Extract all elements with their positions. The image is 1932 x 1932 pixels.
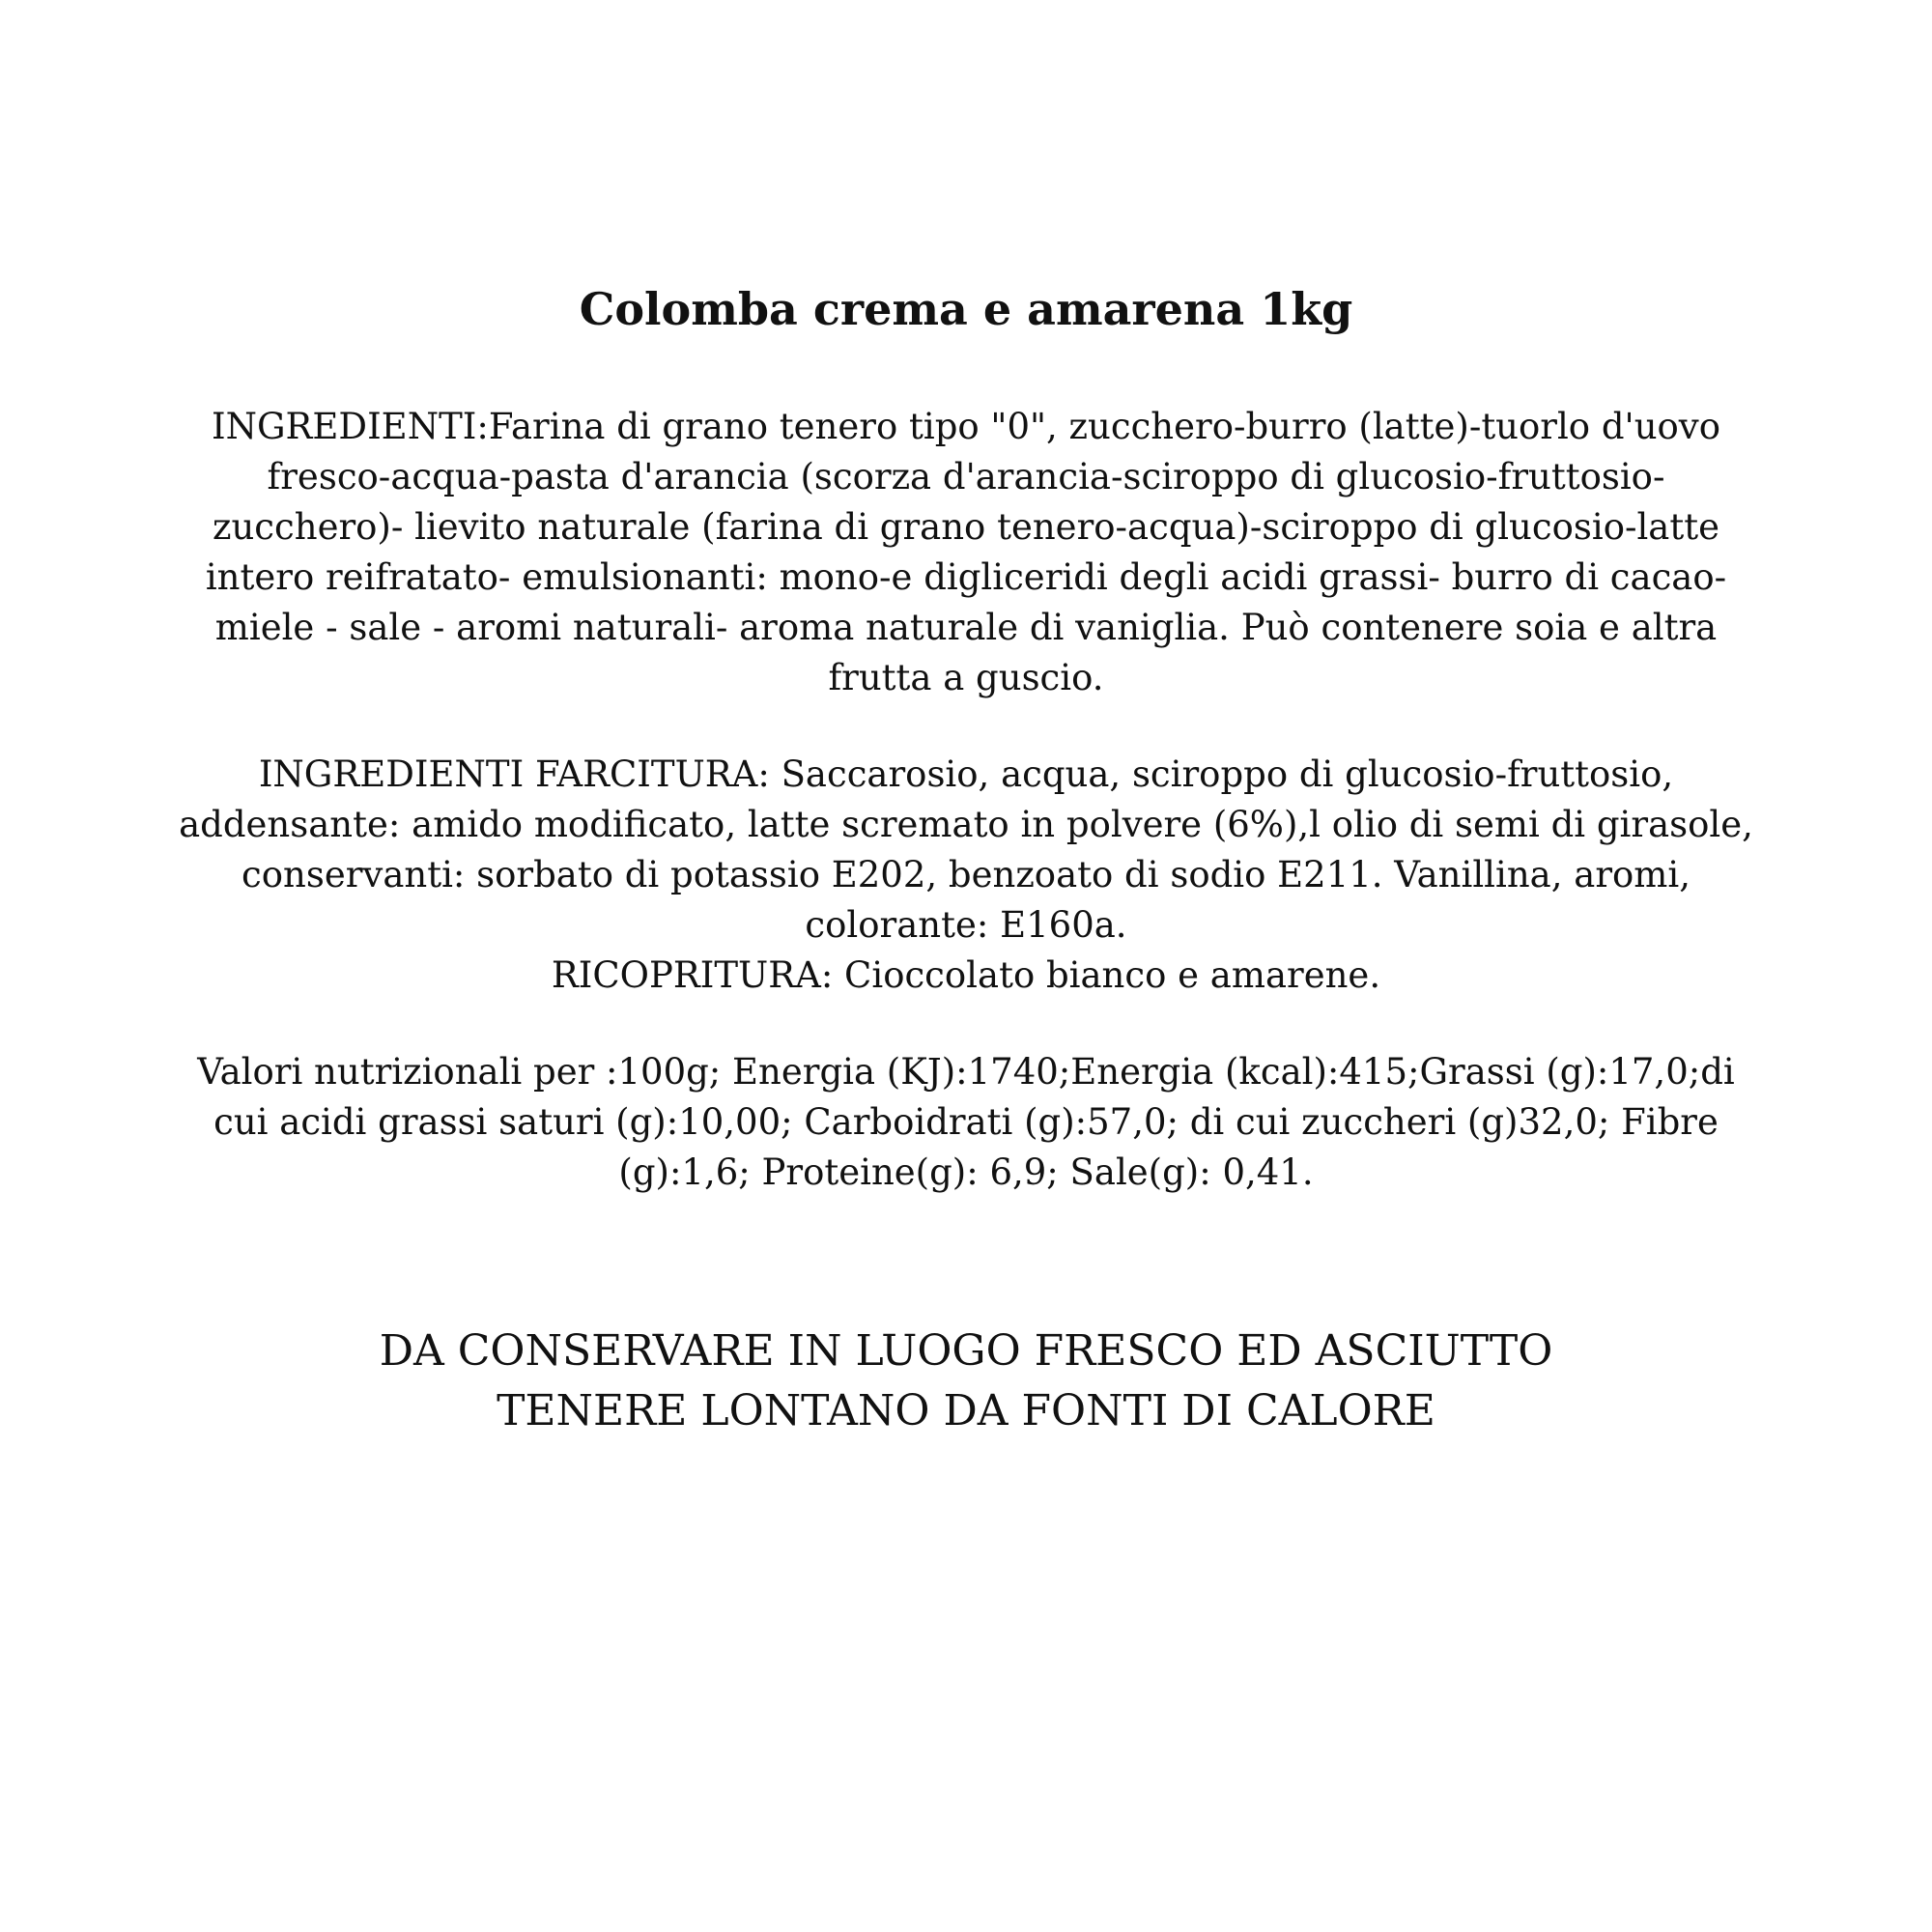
storage-line-2: TENERE LONTANO DA FONTI DI CALORE [497, 1386, 1435, 1435]
storage-line-1: DA CONSERVARE IN LUOGO FRESCO ED ASCIUTTO [379, 1326, 1553, 1376]
product-title: Colomba crema e amarena 1kg [579, 283, 1353, 335]
storage-instructions [0, 1321, 1932, 1441]
filling-section [174, 750, 1758, 1001]
filling-ingredients-text: INGREDIENTI FARCITURA: Saccarosio, acqua, sciroppo di glucosio-fruttosio, addensante: amido modificato, latte scremato in polvere (6%),l olio di semi di girasole, conservanti: sorbato di potassio E202, benzoato di sodio E211. Vanillina, aromi, colorante: E160a. [179, 753, 1753, 946]
nutrition-section [174, 1047, 1758, 1198]
nutrition-values-text: Valori nutrizionali per :100g; Energia (KJ):1740;Energia (kcal):415;Grassi (g):17,0;di cui acidi grassi saturi (g):10,00; Carboidrati (g):57,0; di cui zuccheri (g)32,0; Fibre (g):1,6; Proteine(g): 6,9; Sale(g): 0,41. [197, 1051, 1735, 1193]
ingredients-text: INGREDIENTI:Farina di grano tenero tipo "0", zucchero-burro (latte)-tuorlo d'uovo fresco-acqua-pasta d'arancia (scorza d'arancia-sciroppo di glucosio-fruttosio-zucchero)- lievito naturale (farina di grano tenero-acqua)-sciroppo di glucosio-latte intero reifratato- emulsionanti: mono-e digliceridi degli acidi grassi- burro di cacao-miele - sale - aromi naturali- aroma naturale di vaniglia. Può contenere soia e altra frutta a guscio. [205, 406, 1727, 698]
topping-text: RICOPRITURA: Cioccolato bianco e amarene. [551, 954, 1381, 996]
ingredients-section [174, 402, 1758, 703]
